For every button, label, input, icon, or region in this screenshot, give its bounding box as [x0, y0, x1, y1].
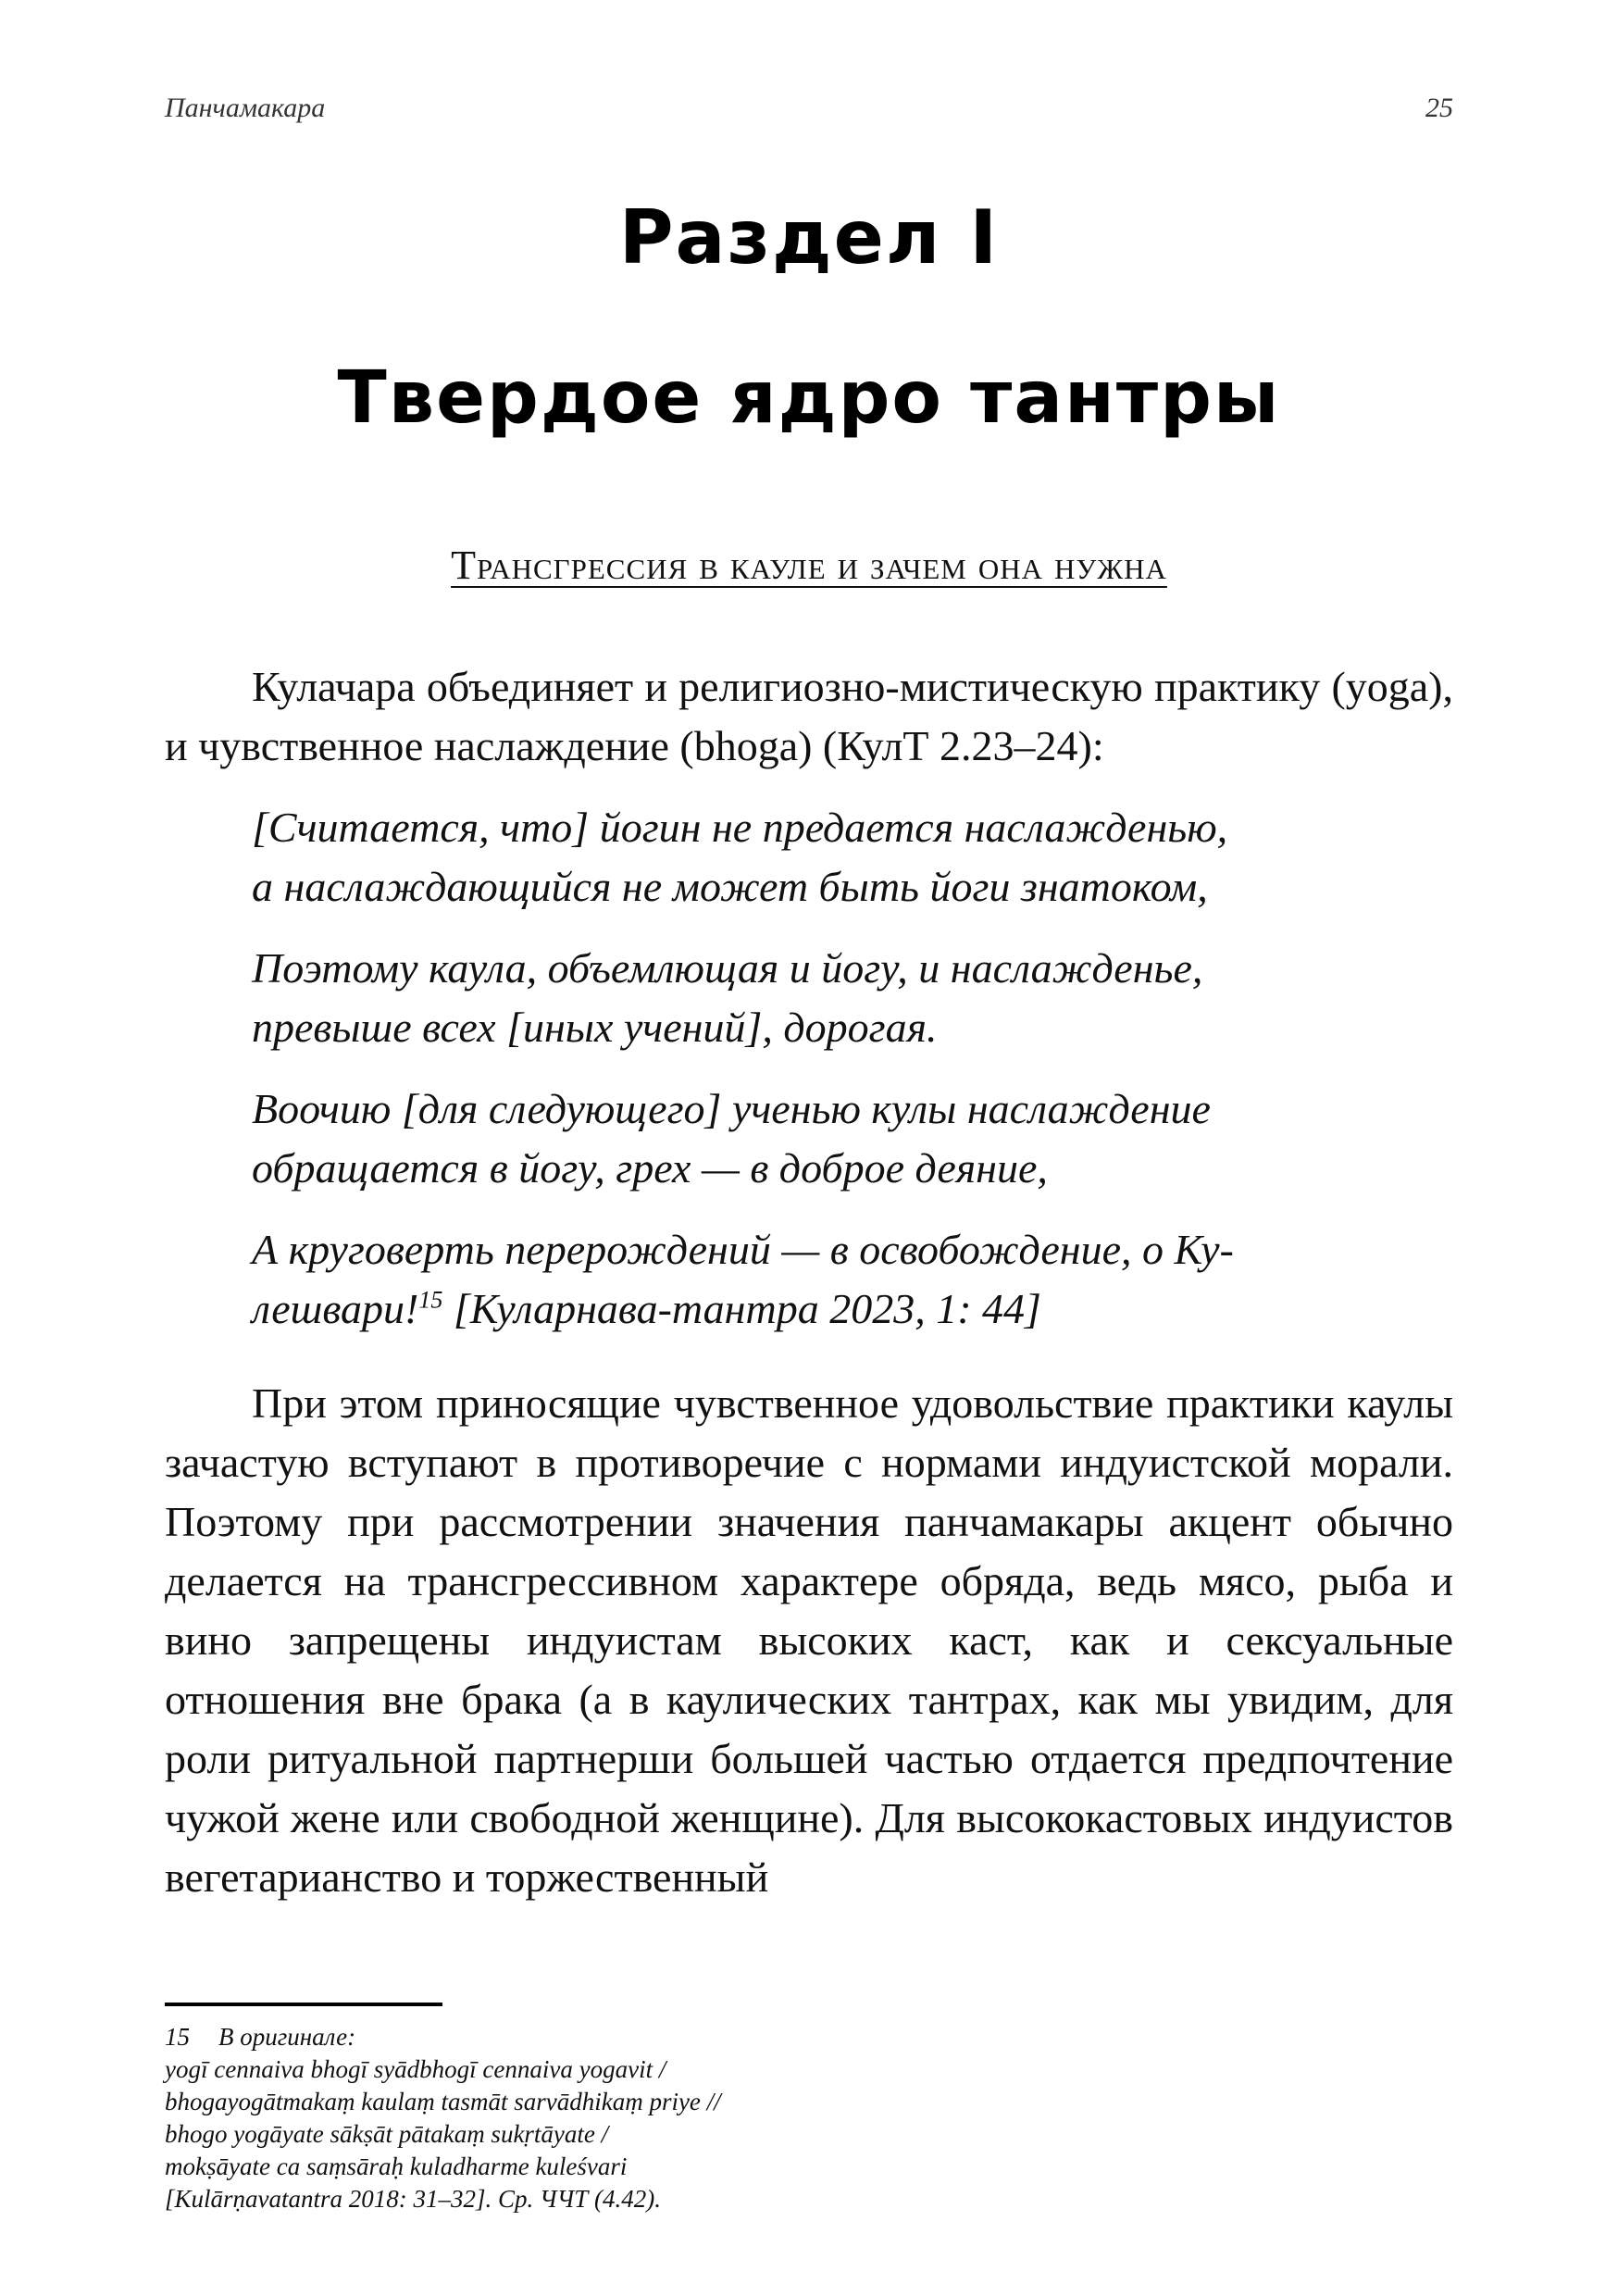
footnote-line: mokṣāyate ca saṃsāraḥ kuladharme kuleśvari [165, 2152, 628, 2180]
body-paragraph-1: Кулачара объединяет и религиозно-мистическую практику (yoga), и чувственное наслаждение (bhoga) (КулТ 2.23–24): [165, 663, 1453, 769]
verse-line-with-citation [252, 1279, 1453, 1339]
verse-line: а наслаждающийся не может быть йоги знатоком, [252, 863, 1208, 910]
verse-stanza-2 [252, 939, 1453, 1057]
footnote-line: yogī cennaiva bhogī syādbhogī cennaiva yogavit / [165, 2055, 666, 2083]
body-paragraph-2: При этом приносящие чувственное удовольствие практики каулы зачастую вступают в противоречие с нормами индуистской морали. Поэтому при рассмотрении значения панчамакары акцент обычно делается на трансгрессивном характере обряда, ведь мясо, рыба и вино запрещены индуистам высоких каст, как и сексуальные отношения вне брака (а в каулических тантрах, как мы увидим, для роли ритуальной партнерши большей частью отдается предпочтение чужой жене или свободной женщине). Для высококастовых индуистов вегетарианство и торжественный [165, 1379, 1453, 1901]
page-number: 25 [1425, 93, 1453, 123]
verse-line: А круговерть перерождений — в освобождение, о Ку- [252, 1226, 1234, 1273]
section-title: Трансгрессия в кауле и зачем она нужна [451, 543, 1167, 588]
footnote-line: bhogo yogāyate sākṣāt pātakaṃ sukṛtāyate / [165, 2120, 609, 2148]
footnote-number: 15 [165, 2023, 190, 2051]
verse-stanza-3 [252, 1079, 1453, 1198]
verse-line: превыше всех [иных учений], дорогая. [252, 1004, 938, 1051]
verse-stanza-4 [252, 1220, 1453, 1339]
verse-quote [252, 798, 1453, 1361]
footnote-divider [165, 2003, 442, 2006]
part-title: Твердое ядро тантры [337, 356, 1281, 440]
footnote-line: bhogayogātmakaṃ kaulaṃ tasmāt sarvādhikaṃ priye // [165, 2088, 721, 2115]
running-head [165, 93, 1453, 130]
citation: [Куларнава-тантра 2023, 1: 44] [442, 1285, 1041, 1332]
footnote-intro: В оригинале: [218, 2023, 356, 2051]
verse-stanza-1 [252, 798, 1453, 917]
footnote-line: [Kulārṇavatantra 2018: 31–32]. Ср. ЧЧТ (4.42). [165, 2185, 661, 2213]
verse-text: лешвари! [252, 1285, 419, 1332]
running-head-title: Панчамакара [165, 93, 326, 123]
verse-line: Воочию [для следующего] ученью кулы наслаждение [252, 1085, 1211, 1132]
footnote-15 [165, 2021, 1453, 2215]
part-label: Раздел I [618, 194, 1000, 281]
verse-line: Поэтому каула, объемлющая и йогу, и наслажденье, [252, 944, 1203, 992]
footnote-ref-15[interactable]: 15 [418, 1286, 443, 1314]
footnote-intro-line [165, 2021, 1453, 2053]
verse-line: обращается в йогу, грех — в доброе деяние, [252, 1144, 1048, 1192]
verse-line: [Считается, что] йогин не предается наслажденью, [252, 804, 1228, 851]
